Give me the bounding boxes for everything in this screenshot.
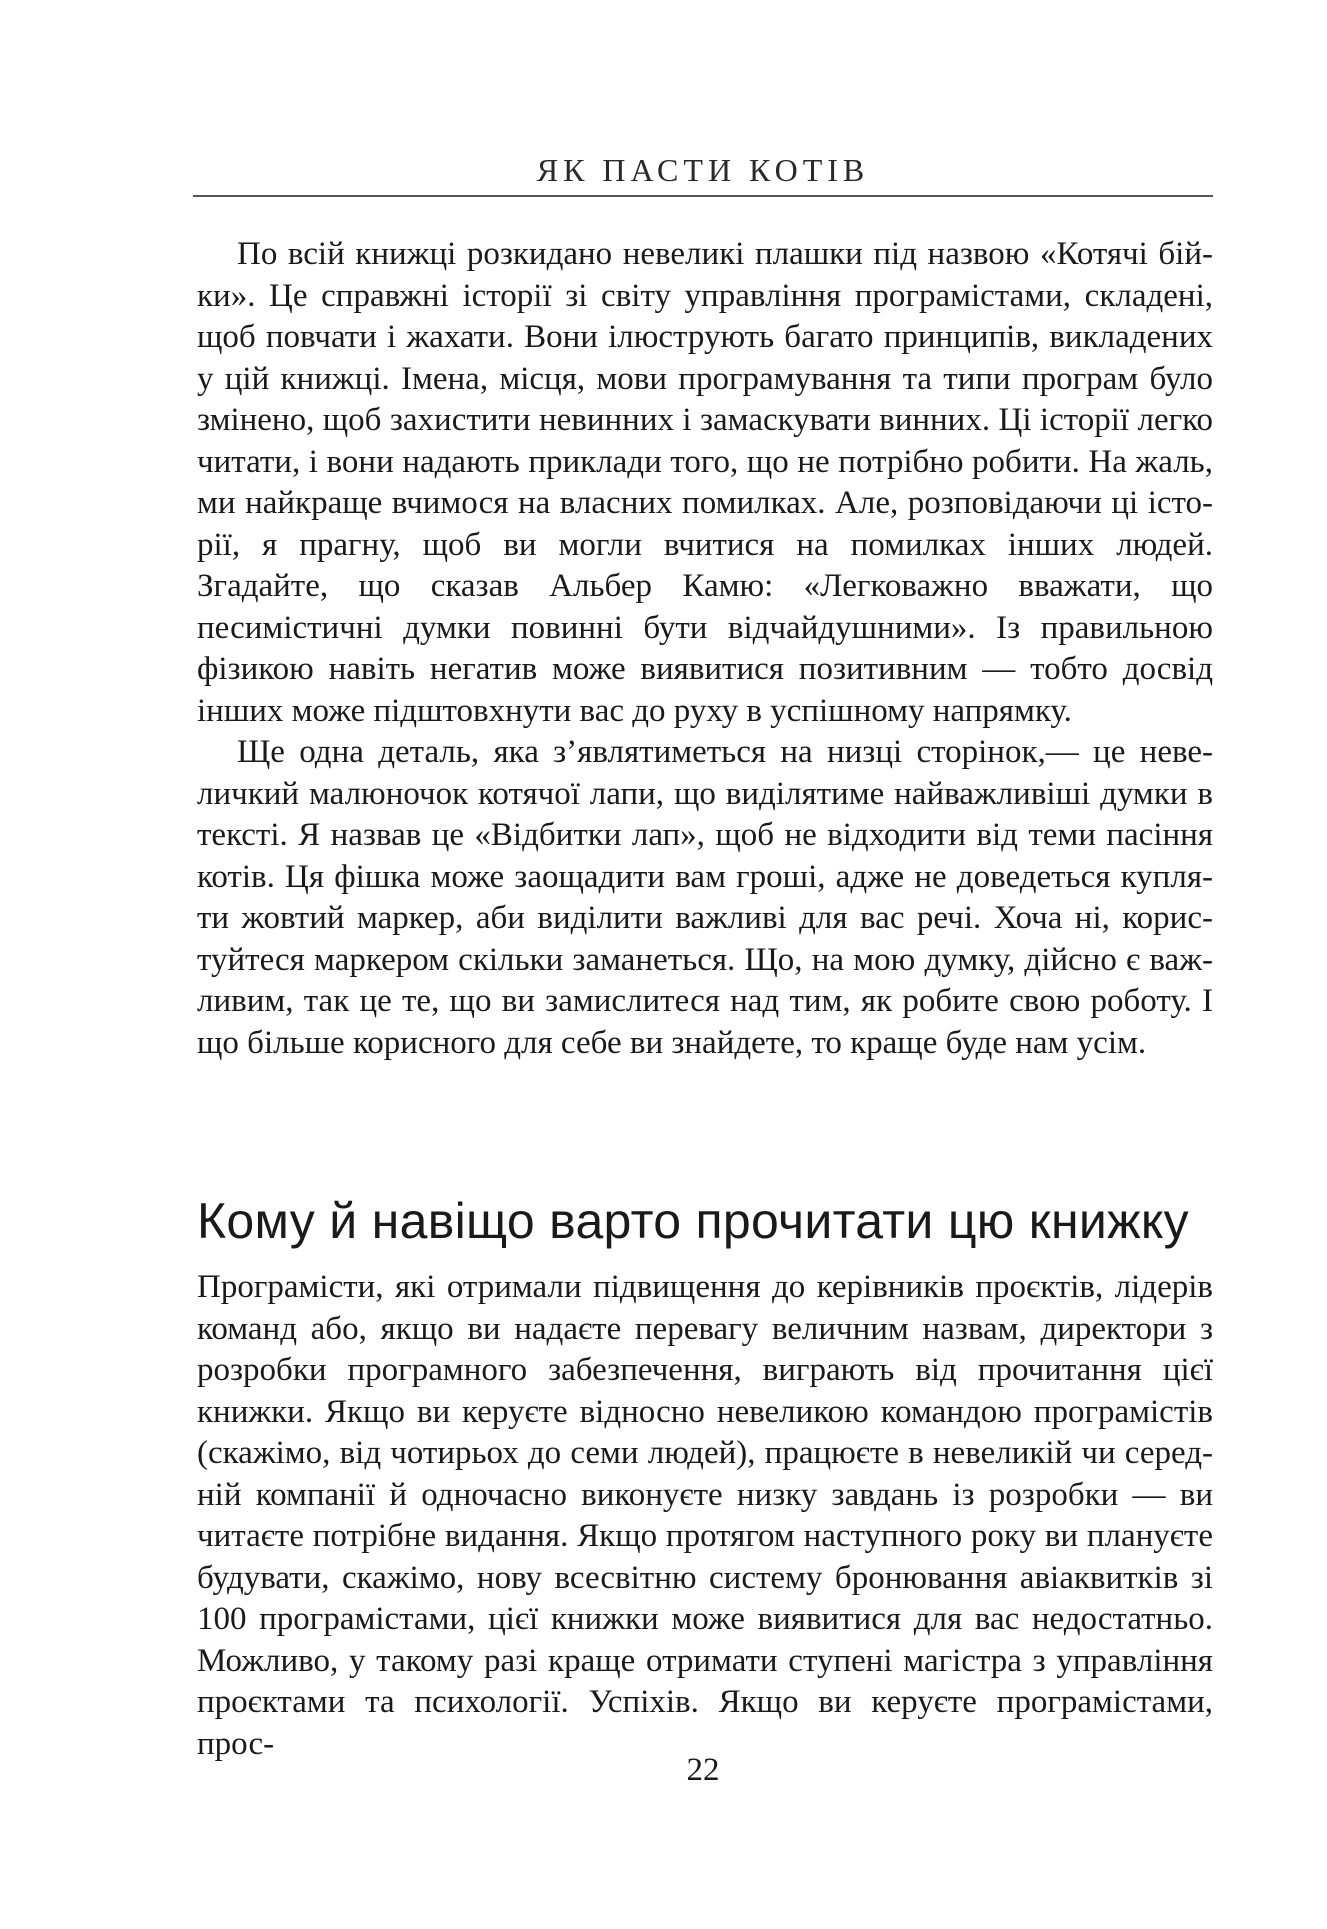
running-head: ЯК ПАСТИ КОТІВ [536,152,870,188]
page-number: 22 [686,1752,720,1788]
body-paragraph-1: По всій книжці розкидано невеликі плашки під назвою «Котячі бійки». Це справжні історії зі світу управління програмістами, складені, щоб повчати і жахати. Вони ілюструють багато принципів, викладених у цій книжці. Імена, місця, мови програмування та типи програм було змінено, щоб захистити невинних і замаскувати винних. Ці історії легко читати, і вони надають приклади того, що не потрібно робити. На жаль, ми найкраще вчимося на власних помилках. Але, розповідаючи ці історії, я прагну, щоб ви могли вчитися на помилках інших людей. Згадайте, що сказав Альбер Камю: «Легковажно вважати, що песимістичні думки повинні бути відчайдушними». Із правильною фізикою навіть негатив може виявитися позитивним — тобто досвід інших може підштовхнути вас до руху в успішному напрямку. [197,236,1213,729]
section-heading: Кому й навіщо варто прочитати цю книжку [197,1193,1189,1249]
page-body [197,234,1213,1765]
body-paragraph-3: Програмісти, які отримали підвищення до керівників проєктів, лідерів команд або, якщо ви надаєте перевагу величним назвам, директори з розробки програмного забезпечення, виграють від прочитання цієї книжки. Якщо ви керуєте відносно невеликою командою програмістів (скажімо, від чотирьох до семи людей), працюєте в невеликій чи середній компанії й одночасно виконуєте низку завдань із розробки — ви читаєте потрібне видання. Якщо протягом наступного року ви плануєте будувати, скажімо, нову всесвітню систему бронювання авіаквитків зі 100 програмістами, цієї книжки може виявитися для вас недостатньо. Можливо, у такому разі краще отримати ступені магістра з управління проєктами та психології. Успіхів. Якщо ви керуєте програмістами, прос- [197,1269,1213,1762]
header-divider [193,195,1213,197]
body-paragraph-2: Ще одна деталь, яка з’являтиметься на низці сторінок,— це невеличкий малюночок котячої лапи, що виділятиме найважливіші думки в тексті. Я назвав це «Відбитки лап», щоб не відходити від теми пасіння котів. Ця фішка може заощадити вам гроші, адже не доведеться купляти жовтий маркер, аби виділити важливі для вас речі. Хоча ні, користуйтеся маркером скільки заманеться. Що, на мою думку, дійсно є важливим, так це те, що ви замислитеся над тим, як робите свою роботу. І що більше корисного для себе ви знайдете, то краще буде нам усім. [197,734,1213,1061]
